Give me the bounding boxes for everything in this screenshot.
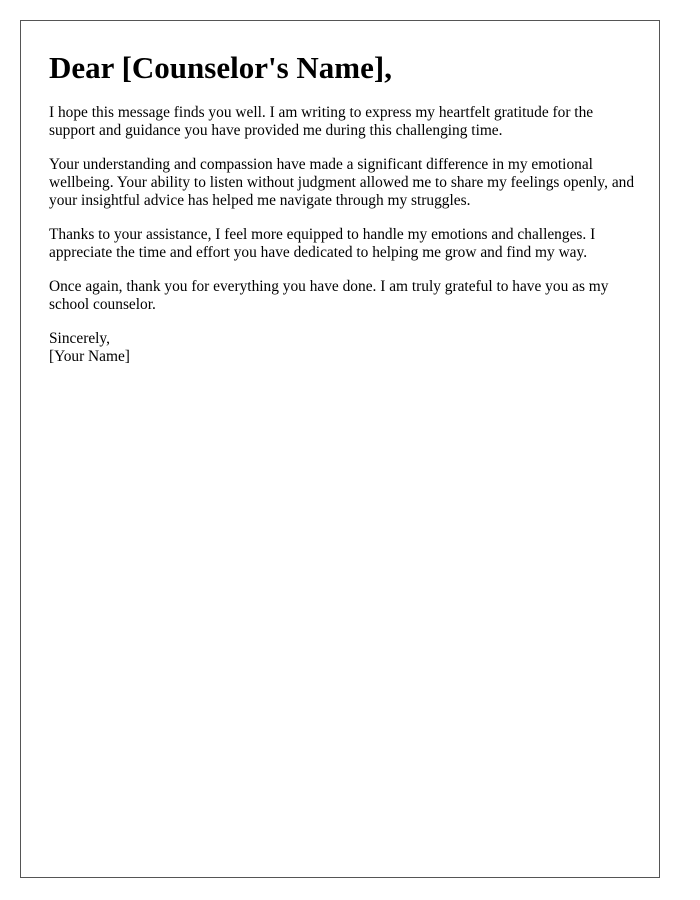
letter-greeting: Dear [Counselor's Name], — [49, 50, 392, 85]
closing-salutation: Sincerely, — [49, 330, 110, 347]
letter-page — [20, 20, 660, 878]
letter-paragraph-3: Thanks to your assistance, I feel more equipped to handle my emotions and challenges. I appreciate the time and effort you have dedicated to helping me grow and find my way. — [49, 226, 596, 261]
letter-content — [49, 49, 637, 366]
letter-closing — [49, 330, 637, 366]
letter-paragraph-1: I hope this message finds you well. I am writing to express my heartfelt gratitude for the support and guidance you have provided me during this challenging time. — [49, 104, 594, 139]
letter-body — [49, 104, 637, 366]
signature-name: [Your Name] — [49, 348, 130, 365]
letter-paragraph-4: Once again, thank you for everything you have done. I am truly grateful to have you as my school counselor. — [49, 278, 609, 313]
letter-paragraph-2: Your understanding and compassion have made a significant difference in my emotional wellbeing. Your ability to listen without judgment allowed me to share my feelings openly, and your insightful advice has helped me navigate through my struggles. — [49, 156, 635, 209]
